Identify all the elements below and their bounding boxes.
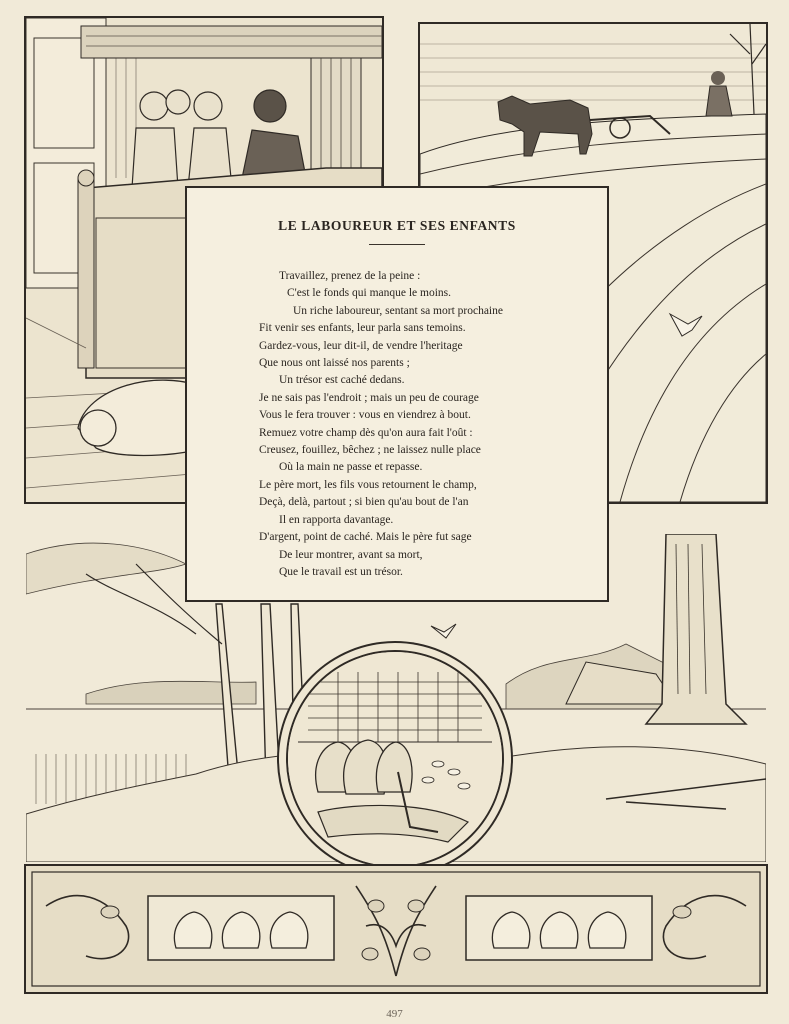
poem-verse: Creusez, fouillez, bêchez ; ne laissez nulle place [259,444,481,457]
poem-verse: Travaillez, prenez de la peine : [279,270,421,282]
poem-verse: C'est le fonds qui manque le moins. [287,287,452,300]
poem-verse: Je ne sais pas l'endroit ; mais un peu de courage [259,391,479,404]
poem-verses [259,268,609,581]
poem-verse: Que nous ont laissé nos parents ; [259,357,410,370]
frieze-drawing [26,866,766,992]
poem-verse: Un trésor est caché dedans. [279,374,405,387]
money-bag-frieze [24,864,768,994]
money-bags-medallion [286,650,504,868]
poem-verse: Que le travail est un trésor. [279,565,403,578]
poem-verse: Un riche laboureur, sentant sa mort prochaine [293,304,503,317]
page-number: 497 [386,1008,403,1020]
poem-verse: De leur montrer, avant sa mort, [279,548,423,561]
poem-verse: Où la main ne passe et repasse. [279,461,423,474]
poem-verse: Gardez-vous, leur dit-il, de vendre l'heritage [259,339,463,352]
poem-verse: D'argent, point de caché. Mais le père fut sage [259,531,472,544]
poem-verse: Deçà, delà, partout ; si bien qu'au bout de l'an [259,496,469,509]
poem-verse: Remuez votre champ dès qu'on aura fait l'oût : [259,426,473,439]
poem-verse: Le père mort, les fils vous retournent le champ, [259,478,477,491]
poem-title: LE LABOUREUR ET SES ENFANTS [278,218,516,233]
poem-verse: Il en rapporta davantage. [279,513,394,526]
poem-verse: Vous le fera trouver : vous en viendrez à bout. [259,409,471,422]
title-divider [369,244,425,245]
poem-verse: Fit venir ses enfants, leur parla sans temoins. [259,322,466,335]
poem-box [185,186,609,602]
medallion-drawing [288,652,502,866]
